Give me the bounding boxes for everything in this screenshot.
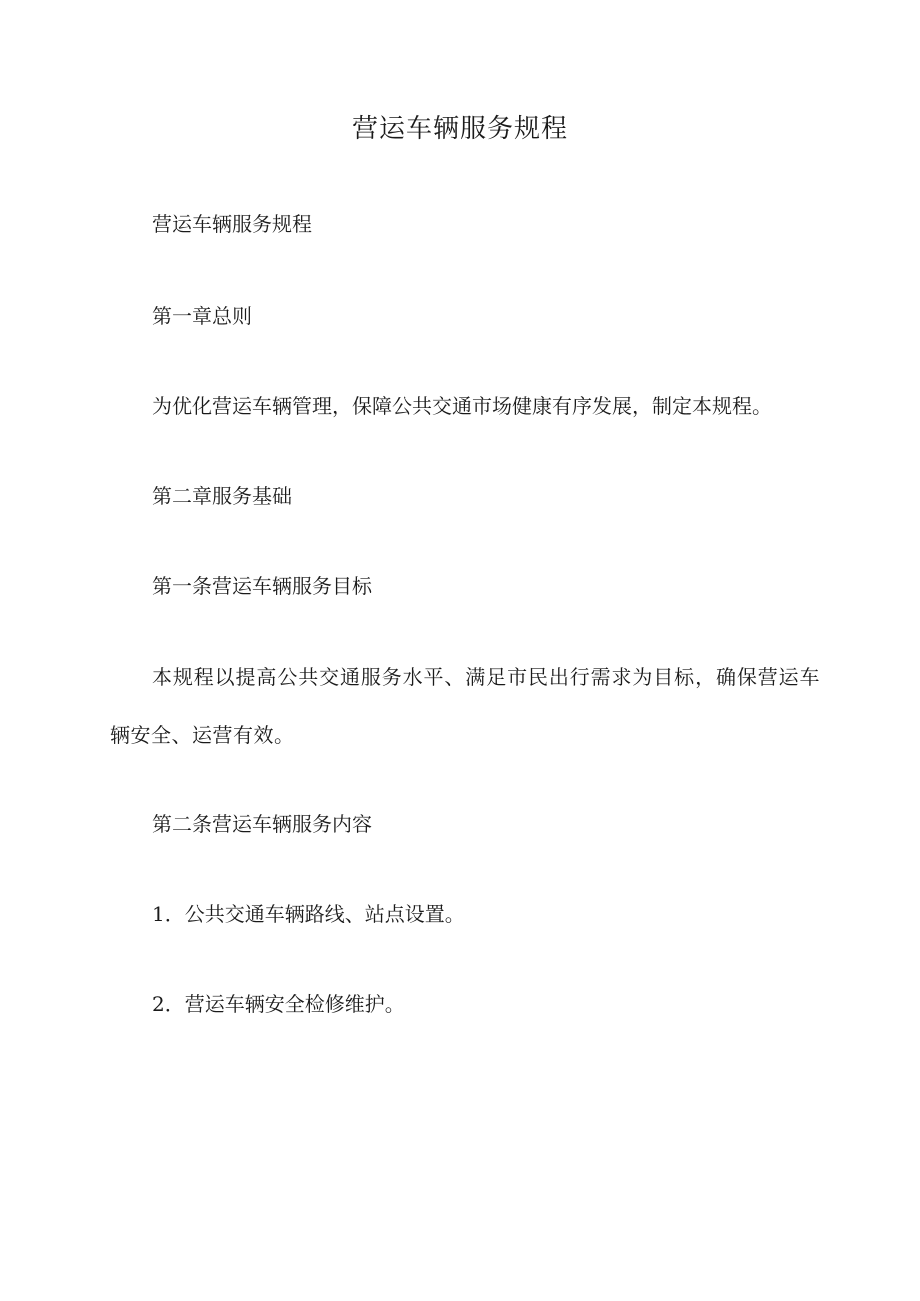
list-item-2: 2．营运车辆安全检修维护。 xyxy=(152,992,405,1016)
paragraph-subtitle: 营运车辆服务规程 xyxy=(152,212,312,236)
paragraph-goal: 本规程以提高公共交通服务水平、满足市民出行需求为目标，确保营运车辆安全、运营有效。 xyxy=(110,665,820,747)
document-title: 营运车辆服务规程 xyxy=(351,114,568,144)
paragraph-purpose: 为优化营运车辆管理，保障公共交通市场健康有序发展，制定本规程。 xyxy=(152,394,772,418)
paragraph-article-2: 第二条营运车辆服务内容 xyxy=(152,812,372,836)
paragraph-chapter-2: 第二章服务基础 xyxy=(152,484,292,508)
paragraph-article-1: 第一条营运车辆服务目标 xyxy=(152,574,372,598)
list-item-1: 1．公共交通车辆路线、站点设置。 xyxy=(152,902,465,926)
paragraph-chapter-1: 第一章总则 xyxy=(152,304,252,328)
